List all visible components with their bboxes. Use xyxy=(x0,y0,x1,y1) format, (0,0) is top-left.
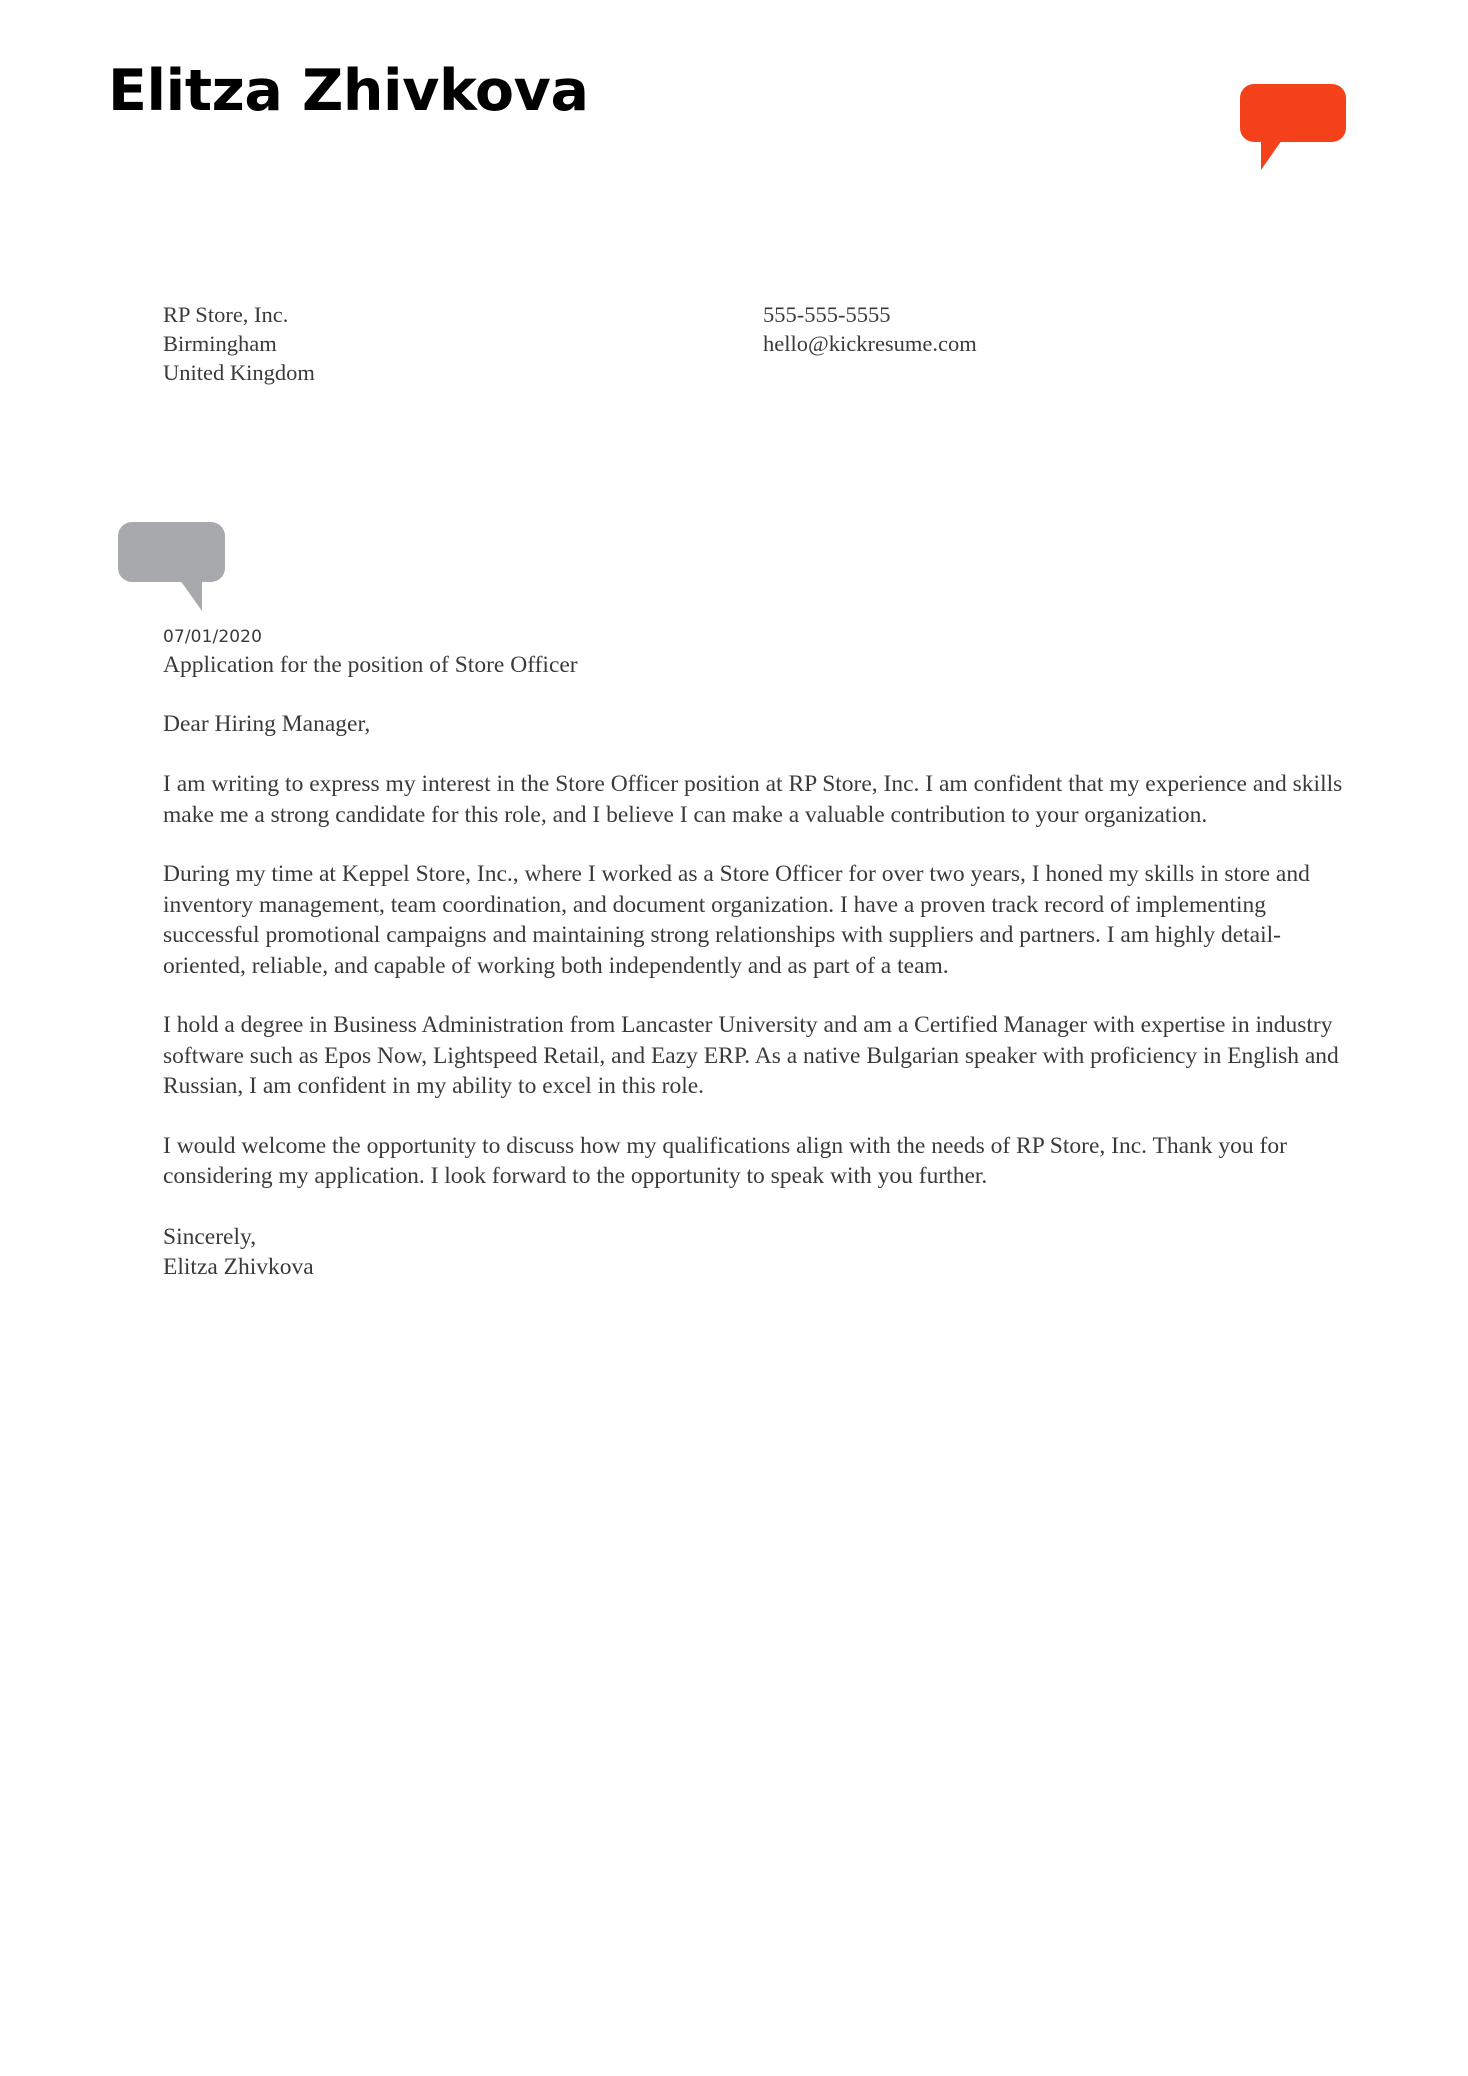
speech-bubble-icon-grey xyxy=(118,522,225,582)
contact-email: hello@kickresume.com xyxy=(763,331,977,356)
signature-name: Elitza Zhivkova xyxy=(163,1253,314,1280)
speech-bubble-tail xyxy=(180,580,202,611)
closing-salutation: Sincerely, xyxy=(163,1223,257,1250)
speech-bubble-body xyxy=(1240,84,1346,142)
letter-paragraph: I hold a degree in Business Administration from Lancaster University and am a Certified Manager with expertise in industry software such as Epos Now, Lightspeed Retail, and Eazy ERP. As a native Bulgarian speaker with proficiency in English and Russian, I am confident in my ability to excel in this role. xyxy=(163,1012,1339,1099)
letter-body xyxy=(163,625,1343,1282)
address-block xyxy=(163,300,1343,387)
recipient-country: United Kingdom xyxy=(163,360,315,385)
recipient-address xyxy=(163,300,763,387)
speech-bubble-icon-orange xyxy=(1240,84,1346,142)
letter-salutation: Dear Hiring Manager, xyxy=(163,711,371,737)
letter-subject: Application for the position of Store Officer xyxy=(163,652,578,678)
contact-phone: 555-555-5555 xyxy=(763,302,891,327)
page-title: Elitza Zhivkova xyxy=(108,58,589,124)
letter-paragraph: I am writing to express my interest in the Store Officer position at RP Store, Inc. I am confident that my experience and skills make me a strong candidate for this role, and I believe I can make a valuable contribution to your organization. xyxy=(163,771,1343,828)
recipient-company: RP Store, Inc. xyxy=(163,302,289,327)
speech-bubble-tail xyxy=(1261,140,1282,170)
recipient-city: Birmingham xyxy=(163,331,277,356)
letter-date: 07/01/2020 xyxy=(163,627,262,647)
letter-closing xyxy=(163,1222,1343,1282)
sender-contact xyxy=(763,300,1323,358)
letter-header xyxy=(0,0,1468,200)
letter-paragraph: During my time at Keppel Store, Inc., where I worked as a Store Officer for over two years, I honed my skills in store and inventory management, team coordination, and document organization. I have a proven track record of implementing successful promotional campaigns and maintaining strong relationships with suppliers and partners. I am highly detail-oriented, reliable, and capable of working both independently and as part of a team. xyxy=(163,861,1310,979)
letter-paragraph: I would welcome the opportunity to discuss how my qualifications align with the needs of RP Store, Inc. Thank you for considering my application. I look forward to the opportunity to speak with you further. xyxy=(163,1132,1287,1189)
speech-bubble-body xyxy=(118,522,225,582)
